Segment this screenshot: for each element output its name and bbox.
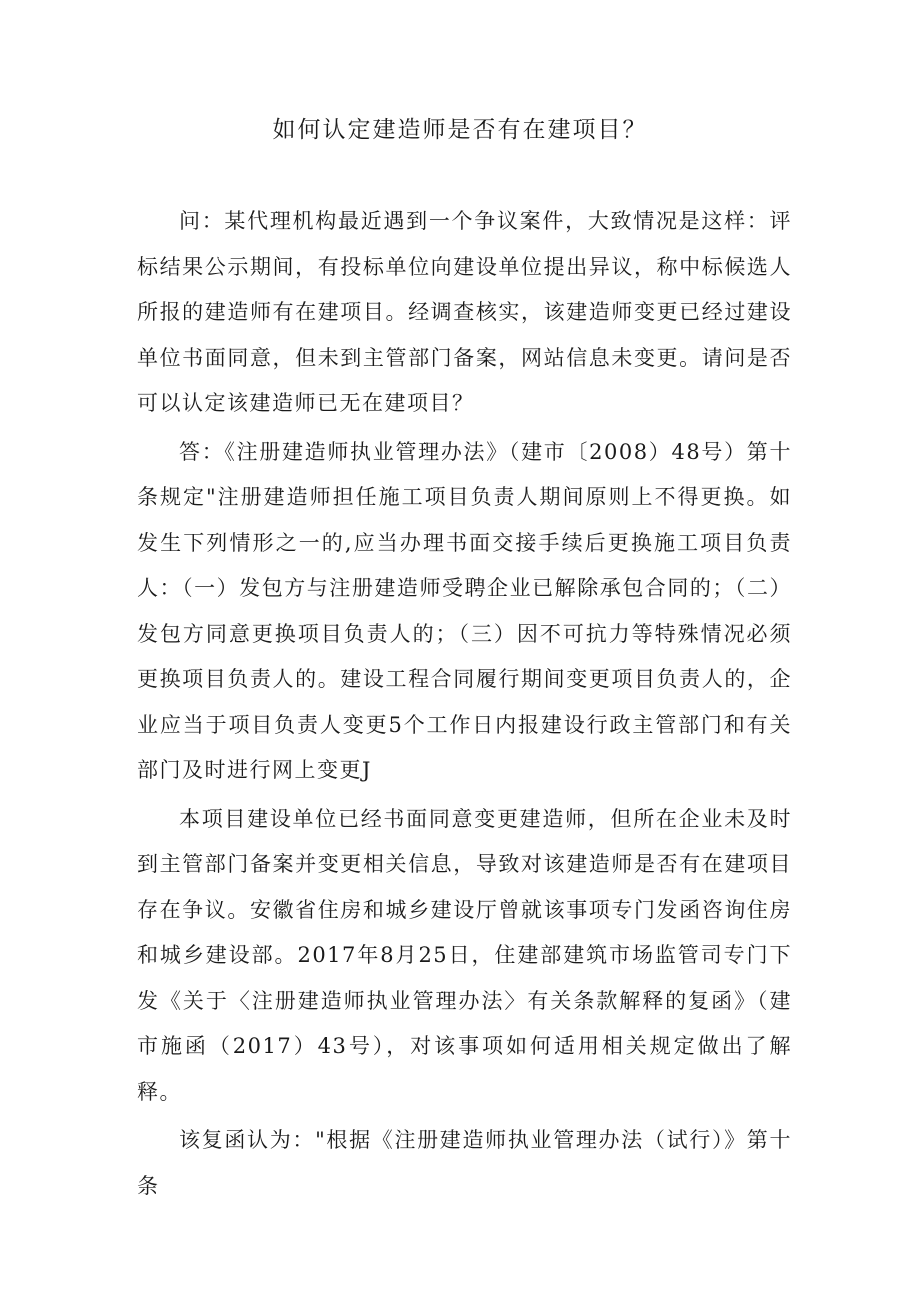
paragraph-reply-letter: 该复函认为："根据《注册建造师执业管理办法（试行）》第十条 xyxy=(137,1128,792,1198)
document-body xyxy=(137,199,792,1212)
document-title: 如何认定建造师是否有在建项目？ xyxy=(272,117,648,143)
paragraph-answer: 答：《注册建造师执业管理办法》（建市〔2008）48号）第十条规定"注册建造师担任施工项目负责人期间原则上不得更换。如发生下列情形之一的,应当办理书面交接手续后更换施工项目负责人：（一）发包方与注册建造师受聘企业已解除承包合同的；（二）发包方同意更换项目负责人的；（三）因不可抗力等特殊情况必须更换项目负责人的。建设工程合同履行期间变更项目负责人的，企业应当于项目负责人变更5个工作日内报建设行政主管部门和有关部门及时进行网上变更J xyxy=(137,439,792,782)
paragraph-question: 问：某代理机构最近遇到一个争议案件，大致情况是这样：评标结果公示期间，有投标单位向建设单位提出异议，称中标候选人所报的建造师有在建项目。经调查核实，该建造师变更已经过建设单位书面同意，但未到主管部门备案，网站信息未变更。请问是否可以认定该建造师已无在建项目？ xyxy=(137,209,792,415)
paragraph-analysis: 本项目建设单位已经书面同意变更建造师，但所在企业未及时到主管部门备案并变更相关信息，导致对该建造师是否有在建项目存在争议。安徽省住房和城乡建设厅曾就该事项专门发函咨询住房和城乡建设部。2017年8月25日，住建部建筑市场监管司专门下发《关于〈注册建造师执业管理办法〉有关条款解释的复函》（建市施函（2017）43号），对该事项如何适用相关规定做出了解释。 xyxy=(137,806,792,1104)
